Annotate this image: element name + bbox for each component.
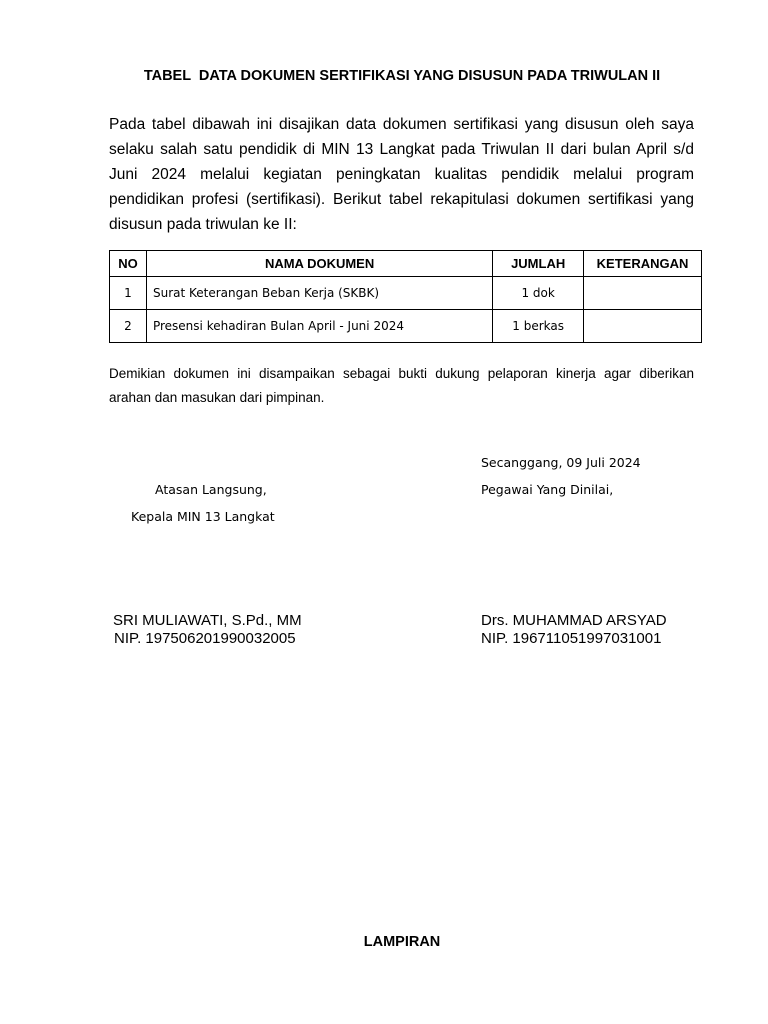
document-title: TABEL DATA DOKUMEN SERTIFIKASI YANG DISUSUN PADA TRIWULAN II: [143, 68, 661, 84]
table-row: [110, 277, 702, 310]
table-row: [110, 310, 702, 343]
header-jumlah: JUMLAH: [493, 251, 584, 277]
left-role-title: Atasan Langsung,: [155, 482, 267, 497]
left-signer-name: SRI MULIAWATI, S.Pd., MM: [113, 612, 302, 629]
document-table: [109, 250, 702, 343]
lampiran-heading: LAMPIRAN: [363, 934, 441, 950]
cell-keterangan: [584, 310, 702, 343]
right-signer-name: Drs. MUHAMMAD ARSYAD: [481, 612, 667, 629]
header-nama-dokumen: NAMA DOKUMEN: [146, 251, 492, 277]
cell-no: 1: [110, 277, 147, 310]
cell-jumlah: 1 dok: [493, 277, 584, 310]
table-header-row: [110, 251, 702, 277]
left-role-position: Kepala MIN 13 Langkat: [131, 509, 275, 524]
intro-paragraph: Pada tabel dibawah ini disajikan data dokumen sertifikasi yang disusun oleh saya selaku salah satu pendidik di MIN 13 Langkat pada Triwulan II dari bulan April s/d Juni 2024 melalui kegiatan peningkatan kualitas pendidik melalui program pendidikan profesi (sertifikasi). Berikut tabel rekapitulasi dokumen sertifikasi yang disusun pada triwulan ke II:: [109, 116, 694, 233]
right-signer-nip: NIP. 196711051997031001: [481, 630, 662, 647]
left-signer-nip: NIP. 197506201990032005: [114, 630, 296, 647]
place-date: Secanggang, 09 Juli 2024: [481, 455, 641, 470]
cell-keterangan: [584, 277, 702, 310]
right-role-title: Pegawai Yang Dinilai,: [481, 482, 614, 497]
cell-nama: Presensi kehadiran Bulan April - Juni 2024: [146, 310, 492, 343]
cell-jumlah: 1 berkas: [493, 310, 584, 343]
cell-nama: Surat Keterangan Beban Kerja (SKBK): [146, 277, 492, 310]
closing-paragraph: Demikian dokumen ini disampaikan sebagai bukti dukung pelaporan kinerja agar diberikan arahan dan masukan dari pimpinan.: [109, 366, 694, 405]
header-no: NO: [110, 251, 147, 277]
cell-no: 2: [110, 310, 147, 343]
header-keterangan: KETERANGAN: [584, 251, 702, 277]
